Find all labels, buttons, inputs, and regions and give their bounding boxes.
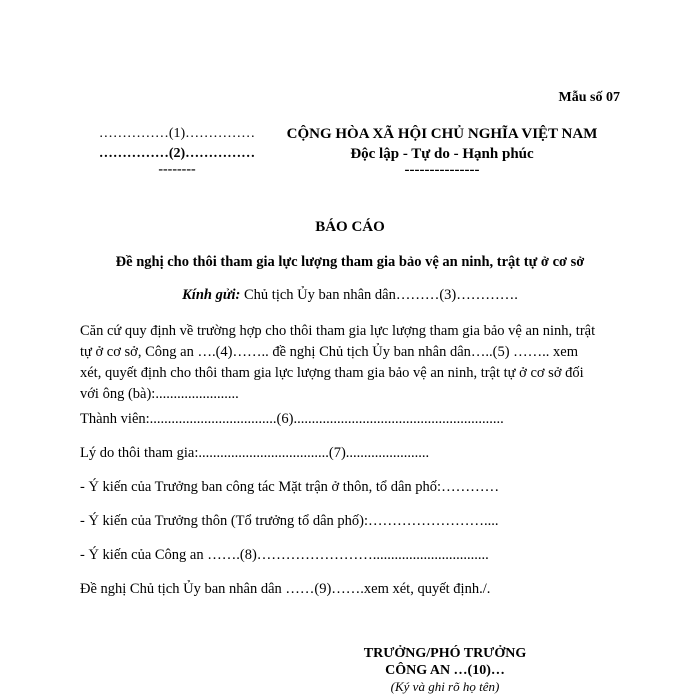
paragraph-line: với ông (bà):....................... [80, 386, 239, 402]
national-motto: Độc lập - Tự do - Hạnh phúc [350, 146, 534, 162]
paragraph-line: Căn cứ quy định về trường hợp cho thôi tham gia lực lượng tham gia bảo vệ an ninh, trật [80, 323, 596, 339]
signature-title: TRƯỞNG/PHÓ TRƯỞNG [363, 646, 527, 661]
request-line: Đề nghị Chủ tịch Ủy ban nhân dân ……(9)…….xem xét, quyết định./. [80, 581, 491, 597]
recipient-text: Chủ tịch Ủy ban nhân dân………(3)…………. [240, 287, 518, 303]
document-title: BÁO CÁO [315, 219, 385, 235]
left-header [72, 124, 282, 176]
member-field: Thành viên:...................................(6).......................................................... [80, 411, 504, 427]
document-subtitle: Đề nghị cho thôi tham gia lực lượng tham gia bảo vệ an ninh, trật tự ở cơ sở [115, 254, 585, 270]
left-header-rule: -------- [158, 162, 196, 177]
signature-block [330, 645, 560, 695]
recipient-line [0, 287, 700, 304]
police-opinion-field: - Ý kiến của Công an …….(8)……………………................................ [80, 547, 489, 563]
main-paragraph [80, 321, 595, 405]
national-header [262, 124, 622, 176]
reason-field: Lý do thôi tham gia:....................................(7)....................... [80, 445, 430, 461]
national-title: CỘNG HÒA XÃ HỘI CHỦ NGHĨA VIỆT NAM [286, 126, 598, 142]
signature-note: (Ký và ghi rõ họ tên) [390, 679, 500, 694]
signature-agency: CÔNG AN …(10)… [385, 663, 505, 678]
paragraph-line: tự ở cơ sở, Công an ….(4)…….. đề nghị Chủ tịch Ủy ban nhân dân…..(5) …….. xem [80, 344, 579, 360]
recipient-label: Kính gửi: [182, 287, 241, 303]
front-committee-opinion-field: - Ý kiến của Trưởng ban công tác Mặt trận ở thôn, tổ dân phố:………… [80, 479, 500, 495]
agency-line-1: ……………(1)…………… [98, 126, 256, 141]
form-number: Mẫu số 07 [558, 90, 620, 105]
agency-line-2: ……………(2)…………… [98, 146, 256, 161]
right-header-rule: --------------- [404, 162, 480, 178]
paragraph-line: xét, quyết định cho thôi tham gia lực lượng tham gia bảo vệ an ninh, trật tự ở cơ sở đối [80, 365, 584, 381]
village-head-opinion-field: - Ý kiến của Trưởng thôn (Tổ trưởng tổ dân phố):…………………….... [80, 513, 499, 529]
